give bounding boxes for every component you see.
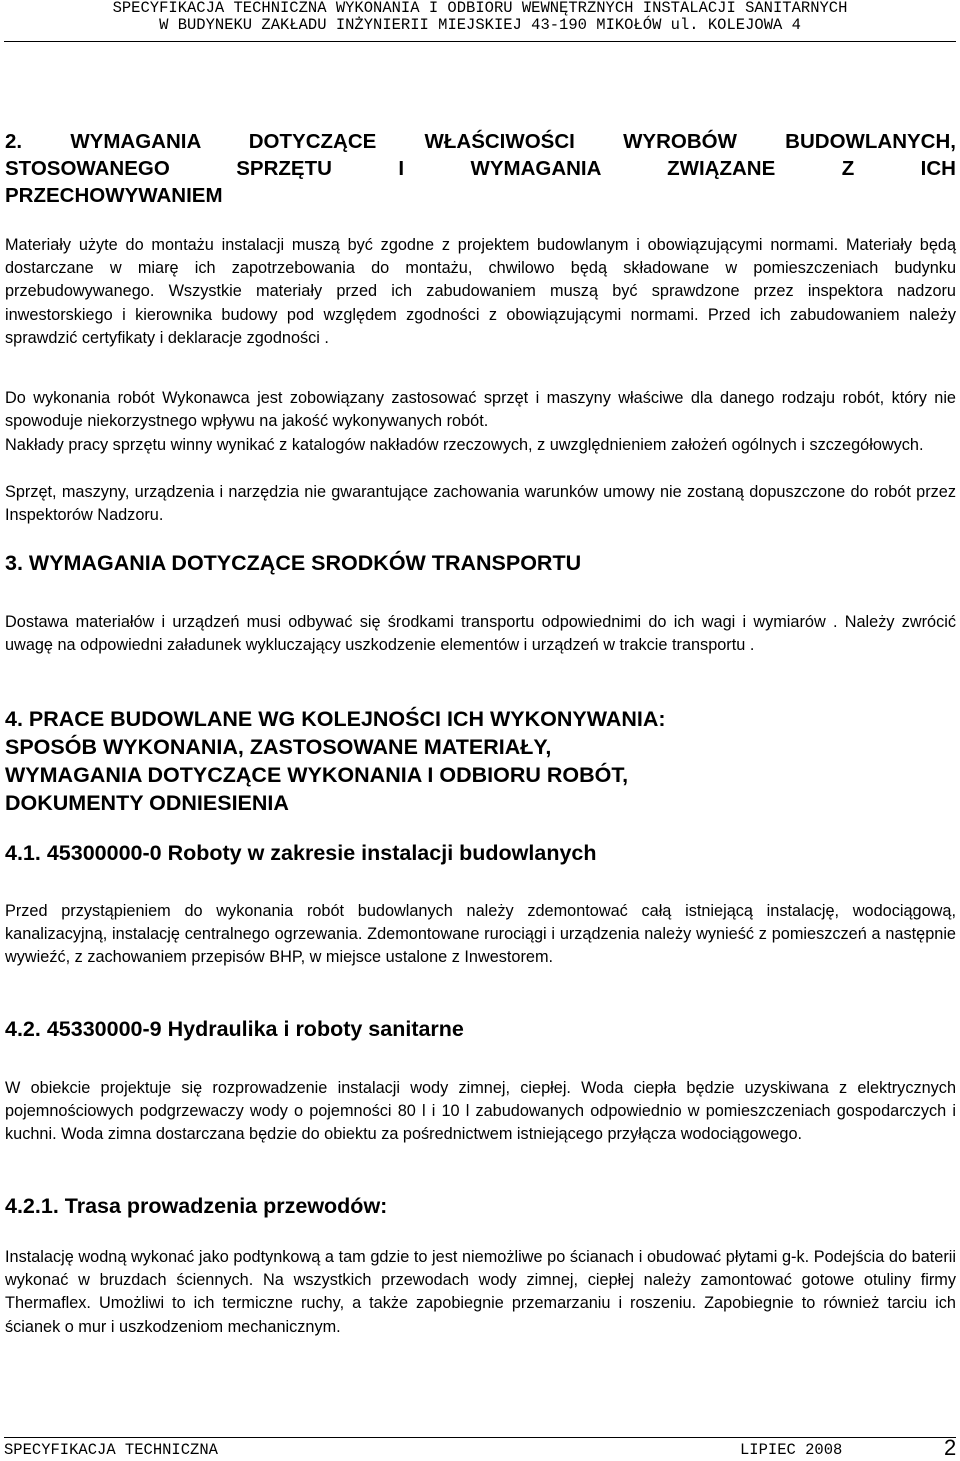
section-4-heading-line: DOKUMENTY ODNIESIENIA — [5, 791, 289, 815]
footer-divider — [4, 1437, 956, 1438]
section-4-heading-line: 4. PRACE BUDOWLANE WG KOLEJNOŚCI ICH WYKONYWANIA: — [5, 707, 666, 731]
section-4-2-heading: 4.2. 45330000-9 Hydraulika i roboty sanitarne — [5, 1017, 464, 1041]
section-2-paragraph-2: Do wykonania robót Wykonawca jest zobowiązany zastosować sprzęt i maszyny właściwe dla danego rodzaju robót, który nie spowoduje niekorzystnego wpływu na jakość wykonywanych robót. — [5, 389, 956, 431]
section-4-heading — [5, 705, 956, 817]
header-divider — [4, 41, 956, 42]
page-header — [0, 0, 960, 34]
section-4-heading-line: WYMAGANIA DOTYCZĄCE WYKONANIA I ODBIORU ROBÓT, — [5, 763, 629, 787]
section-3-heading: 3. WYMAGANIA DOTYCZĄCE SRODKÓW TRANSPORTU — [5, 551, 582, 575]
section-3-paragraph-1: Dostawa materiałów i urządzeń musi odbywać się środkami transportu odpowiednimi do ich wagi i wymiarów . Należy zwrócić uwagę na odpowiedni załadunek wykluczający uszkodzenie elementów i urządzeń w trakcie transportu . — [5, 613, 956, 655]
header-line-2: W BUDYNEKU ZAKŁADU INŻYNIERII MIEJSKIEJ 43-190 MIKOŁÓW ul. KOLEJOWA 4 — [159, 16, 801, 34]
header-line-1: SPECYFIKACJA TECHNICZNA WYKONANIA I ODBIORU WEWNĘTRZNYCH INSTALACJI SANITARNYCH — [112, 0, 848, 17]
section-4-heading-line: SPOSÓB WYKONANIA, ZASTOSOWANE MATERIAŁY, — [5, 735, 552, 759]
section-4-2-1-heading: 4.2.1. Trasa prowadzenia przewodów: — [5, 1194, 388, 1218]
section-4-1-paragraph-1: Przed przystąpieniem do wykonania robót budowlanych należy zdemontować całą istniejącą instalację, wodociągową, kanalizacyjną, instalację centralnego ogrzewania. Zdemontowane rurociągi i urządzenia należy wynieść z pomieszczeń a następnie wywieźć, z zachowaniem przepisów BHP, w miejsce ustalone z Inwestorem. — [5, 902, 956, 967]
page-number: 2 — [944, 1435, 957, 1460]
section-2-heading — [5, 128, 956, 209]
section-4-2-paragraph-1: W obiekcie projektuje się rozprowadzenie instalacji wody zimnej, ciepłej. Woda ciepła będzie uzyskiwana z elektrycznych pojemnościowych podgrzewaczy wody o pojemności 80 l i 10 l zabudowanych odpowiednio w pomieszczeniach gospodarczych i kuchni. Woda zimna dostarczana będzie do obiektu za pośrednictwem istniejącego przyłącza wodociągowego. — [5, 1079, 956, 1144]
section-2-heading-line: STOSOWANEGO SPRZĘTU I WYMAGANIA ZWIĄZANE Z ICH — [5, 157, 956, 180]
footer-date: LIPIEC 2008 — [740, 1441, 843, 1459]
section-2-paragraph-4: Sprzęt, maszyny, urządzenia i narzędzia nie gwarantujące zachowania warunków umowy nie zostaną dopuszczone do robót przez Inspektorów Nadzoru. — [5, 483, 956, 525]
section-2-paragraph-3: Nakłady pracy sprzętu winny wynikać z katalogów nakładów rzeczowych, z uwzględnieniem założeń ogólnych i szczegółowych. — [5, 436, 924, 454]
section-2-heading-line: 2. WYMAGANIA DOTYCZĄCE WŁAŚCIWOŚCI WYROBÓW BUDOWLANYCH, — [5, 130, 956, 153]
section-2-paragraph-1: Materiały użyte do montażu instalacji muszą być zgodne z projektem budowlanym i obowiązującymi normami. Materiały będą dostarczane w miarę ich zapotrzebowania do montażu, chwilowo będą składowane w pomieszczeniach budynku przebudowywanego. Wszystkie materiały przed ich zabudowaniem muszą być sprawdzone przez inspektora nadzoru inwestorskiego i kierownika budowy pod względem zgodności z obowiązującymi normami. Przed ich zabudowaniem należy sprawdzić certyfikaty i deklaracje zgodności . — [5, 236, 956, 347]
section-4-1-heading: 4.1. 45300000-0 Roboty w zakresie instalacji budowlanych — [5, 841, 597, 865]
section-2-heading-line: PRZECHOWYWANIEM — [5, 184, 223, 207]
footer-title: SPECYFIKACJA TECHNICZNA — [4, 1441, 218, 1459]
section-4-2-1-paragraph-1: Instalację wodną wykonać jako podtynkową a tam gdzie to jest niemożliwe po ścianach i obudować płytami g-k. Podejścia do baterii wykonać w bruzdach ściennych. Na wszystkich przewodach wody zimnej, ciepłej należy zamontować gotowe otuliny firmy Thermaflex. Umożliwi to ich termiczne ruchy, a także zapobiegnie przemarzaniu i roszeniu. Zapobiegnie to również tarciu ich ścianek o mur i uszkodzeniom mechanicznym. — [5, 1248, 956, 1336]
